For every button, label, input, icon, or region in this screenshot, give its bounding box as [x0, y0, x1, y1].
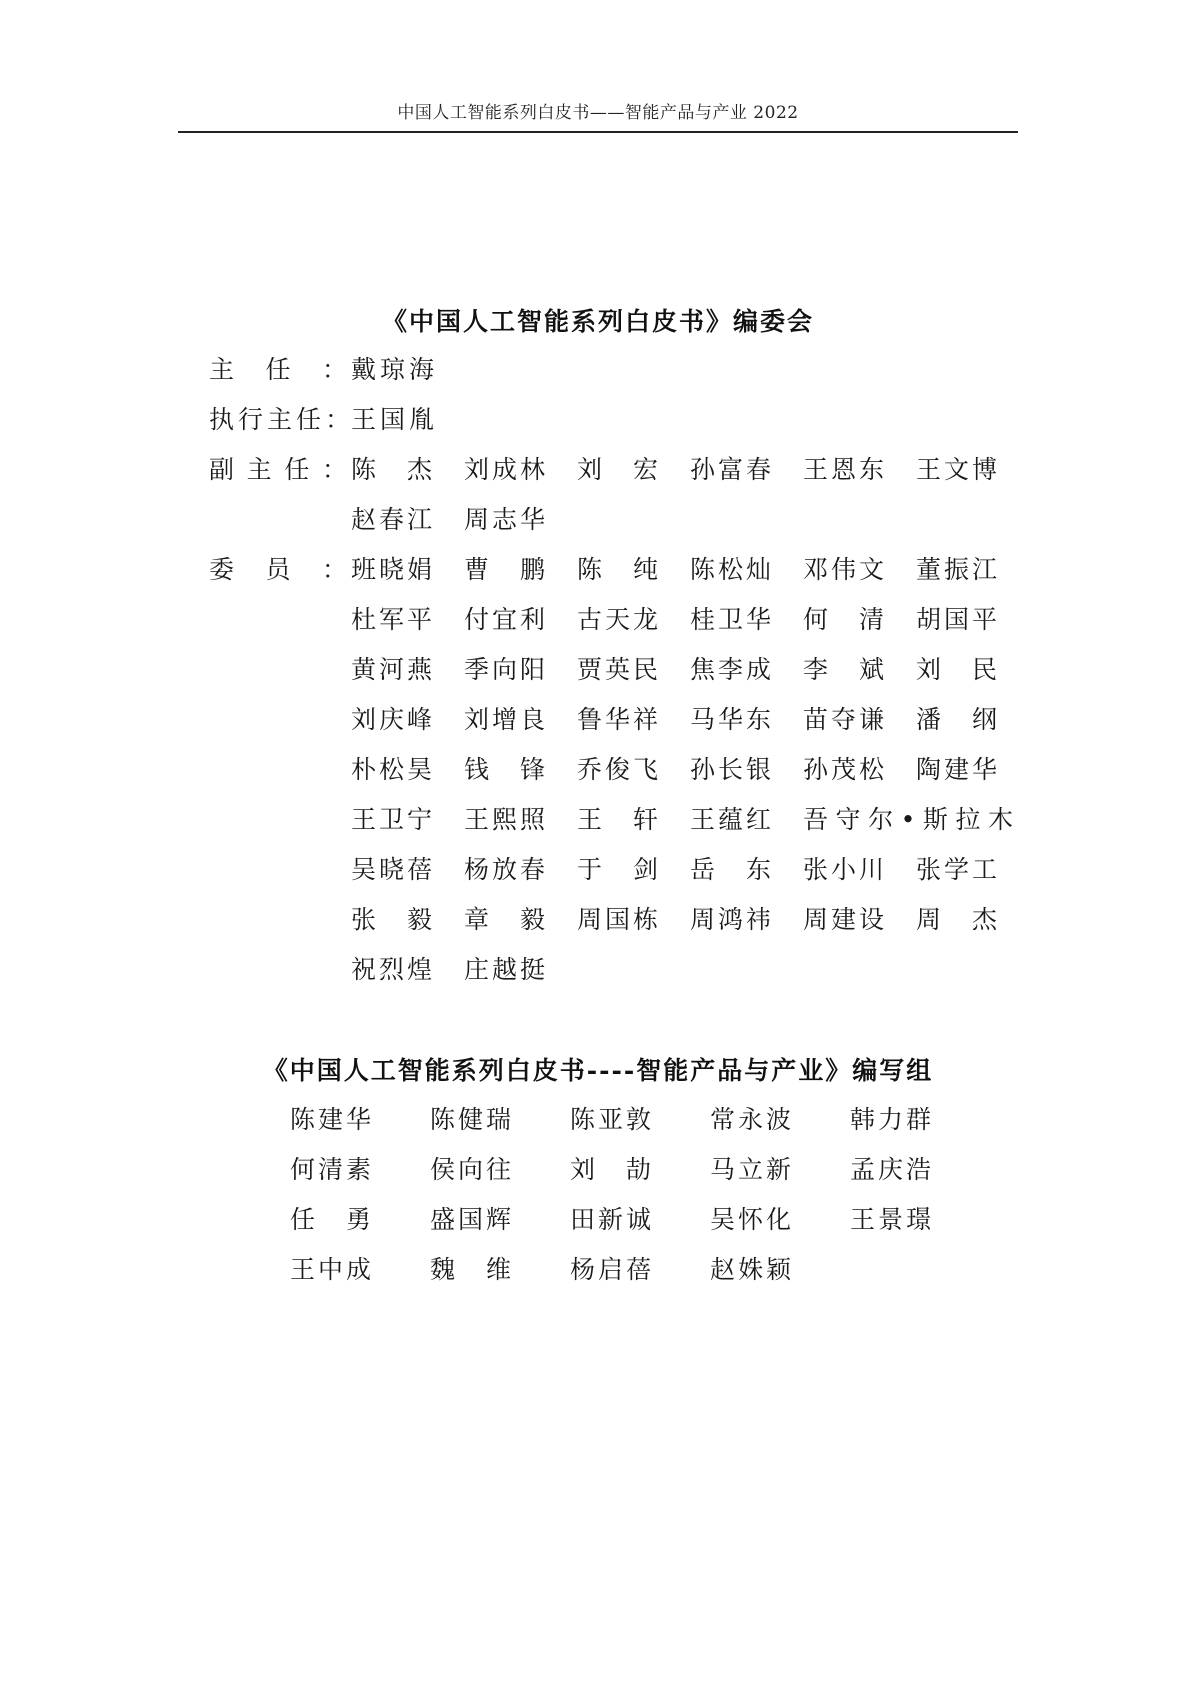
name-slot	[916, 450, 1029, 486]
person-name: 陈建华	[290, 1105, 371, 1134]
name-slot	[464, 850, 577, 886]
person-name: 陈健瑞	[430, 1105, 511, 1134]
name-slot	[577, 800, 690, 836]
name-slot	[351, 500, 464, 536]
person-name: 何清素	[290, 1155, 371, 1184]
name-slot	[916, 750, 1029, 786]
name-row	[351, 700, 1001, 750]
person-name: 岳东	[690, 855, 771, 884]
executive-director-label: 执 行 主 任 ：	[209, 405, 355, 434]
members-row	[209, 550, 351, 600]
person-name: 张毅	[351, 905, 432, 934]
name-slot	[464, 450, 577, 486]
name-slot	[916, 900, 1029, 936]
name-slot	[430, 1250, 570, 1286]
name-row	[351, 650, 1001, 700]
name-slot	[710, 1250, 850, 1286]
name-slot	[710, 1100, 850, 1136]
name-slot	[803, 650, 916, 686]
name-row	[290, 1100, 1010, 1150]
person-name: 杜军平	[351, 605, 432, 634]
person-name: 孟庆浩	[850, 1155, 931, 1184]
name-slot	[290, 1150, 430, 1186]
person-name: 王卫宁	[351, 805, 432, 834]
name-slot	[351, 750, 464, 786]
person-name: 田新诚	[570, 1205, 651, 1234]
name-slot	[916, 650, 1029, 686]
person-name: 胡国平	[916, 605, 997, 634]
person-name: 朴松昊	[351, 755, 432, 784]
person-name: 钱锋	[464, 755, 545, 784]
person-name: 王景璟	[850, 1205, 931, 1234]
person-name: 陈杰	[351, 455, 432, 484]
name-slot	[916, 850, 1029, 886]
executive-director-row	[209, 400, 438, 450]
person-name: 王轩	[577, 805, 658, 834]
person-name: 曹鹏	[464, 555, 545, 584]
name-slot	[430, 1150, 570, 1186]
person-name: 乔俊飞	[577, 755, 658, 784]
person-name: 杨放春	[464, 855, 545, 884]
person-name: 邓伟文	[803, 555, 884, 584]
name-row	[351, 900, 1001, 950]
name-slot	[690, 750, 803, 786]
name-row	[290, 1150, 1010, 1200]
person-name: 孙长银	[690, 755, 771, 784]
name-row	[351, 750, 1001, 800]
name-slot	[570, 1150, 710, 1186]
person-name: 黄河燕	[351, 655, 432, 684]
person-name: 何清	[803, 605, 884, 634]
running-header: 中国人工智能系列白皮书——智能产品与产业 2022	[397, 103, 799, 123]
person-name: 刘增良	[464, 705, 545, 734]
name-slot	[351, 650, 464, 686]
name-slot	[290, 1250, 430, 1286]
person-name: 周鸿祎	[690, 905, 771, 934]
person-name: 张小川	[803, 855, 884, 884]
name-slot	[803, 850, 916, 886]
name-slot	[690, 650, 803, 686]
person-name: 韩力群	[850, 1105, 931, 1134]
person-name: 于剑	[577, 855, 658, 884]
name-slot	[290, 1100, 430, 1136]
name-slot	[577, 550, 690, 586]
name-slot	[464, 800, 577, 836]
person-name: 刘民	[916, 655, 997, 684]
name-slot	[803, 900, 916, 936]
name-slot	[570, 1100, 710, 1136]
name-slot	[803, 450, 916, 486]
name-slot	[351, 600, 464, 636]
person-name: 张学工	[916, 855, 997, 884]
person-name: 王中成	[290, 1255, 371, 1284]
person-name: 刘劼	[570, 1155, 651, 1184]
name-slot	[690, 900, 803, 936]
name-row	[351, 550, 1001, 600]
person-name: 王文博	[916, 455, 997, 484]
name-slot	[464, 650, 577, 686]
name-row	[351, 500, 1001, 550]
director-row	[209, 350, 438, 400]
name-slot	[710, 1200, 850, 1236]
name-slot	[577, 900, 690, 936]
name-slot	[464, 600, 577, 636]
name-slot	[803, 700, 916, 736]
name-slot	[690, 550, 803, 586]
name-slot	[916, 700, 1029, 736]
name-slot	[710, 1150, 850, 1186]
name-slot	[850, 1100, 990, 1136]
director-label: 主 任 ：	[209, 355, 351, 384]
name-slot	[803, 750, 916, 786]
name-row	[351, 950, 1001, 1000]
name-slot	[916, 550, 1029, 586]
name-slot	[577, 650, 690, 686]
person-name: 陈纯	[577, 555, 658, 584]
name-slot	[690, 600, 803, 636]
person-name: 周建设	[803, 905, 884, 934]
person-name: 陈松灿	[690, 555, 771, 584]
person-name: 王蕴红	[690, 805, 771, 834]
name-row	[290, 1200, 1010, 1250]
person-name: 陶建华	[916, 755, 997, 784]
name-slot	[850, 1200, 990, 1236]
person-name: 任勇	[290, 1205, 371, 1234]
person-name: 侯向往	[430, 1155, 511, 1184]
name-slot	[464, 700, 577, 736]
name-slot	[570, 1250, 710, 1286]
name-slot	[803, 550, 916, 586]
name-slot	[803, 800, 1029, 836]
person-name: 桂卫华	[690, 605, 771, 634]
name-slot	[690, 700, 803, 736]
name-row	[351, 450, 1001, 500]
deputy-directors-row	[209, 450, 351, 500]
person-name: 吴怀化	[710, 1205, 791, 1234]
person-name: 董振江	[916, 555, 997, 584]
person-name: 季向阳	[464, 655, 545, 684]
director-name: 戴琼海	[351, 355, 439, 384]
person-name: 付宜利	[464, 605, 545, 634]
person-name: 李斌	[803, 655, 884, 684]
person-name: 潘纲	[916, 705, 997, 734]
person-name: 盛国辉	[430, 1205, 511, 1234]
name-slot	[570, 1200, 710, 1236]
person-name: 刘宏	[577, 455, 658, 484]
name-row	[351, 800, 1013, 850]
person-name: 苗夺谦	[803, 705, 884, 734]
person-name: 刘成林	[464, 455, 545, 484]
person-name: 魏维	[430, 1255, 511, 1284]
name-slot	[690, 850, 803, 886]
name-slot	[577, 700, 690, 736]
executive-director-name: 王国胤	[351, 405, 439, 434]
members-label: 委 员 ：	[209, 555, 351, 584]
name-slot	[577, 850, 690, 886]
person-name: 古天龙	[577, 605, 658, 634]
person-name: 庄越挺	[464, 955, 545, 984]
person-name: 孙富春	[690, 455, 771, 484]
person-name: 赵春江	[351, 505, 432, 534]
person-name: 章毅	[464, 905, 545, 934]
writing-group-title: 《中国人工智能系列白皮书----智能产品与产业》编写组	[262, 1056, 934, 1085]
name-slot	[464, 750, 577, 786]
name-slot	[916, 600, 1029, 636]
name-slot	[850, 1150, 990, 1186]
person-name: 贾英民	[577, 655, 658, 684]
name-slot	[690, 800, 803, 836]
name-slot	[351, 550, 464, 586]
person-name: 鲁华祥	[577, 705, 658, 734]
name-row	[351, 850, 1001, 900]
name-slot	[430, 1200, 570, 1236]
person-name: 周杰	[916, 905, 997, 934]
person-name: 刘庆峰	[351, 705, 432, 734]
person-name: 孙茂松	[803, 755, 884, 784]
members-list	[351, 550, 1013, 1000]
name-slot	[430, 1100, 570, 1136]
name-row	[290, 1250, 1010, 1300]
name-slot	[351, 850, 464, 886]
person-name: 马立新	[710, 1155, 791, 1184]
person-name: 焦李成	[690, 655, 771, 684]
person-name: 吾守尔•斯拉木	[803, 805, 1013, 834]
deputy-directors-label: 副 主 任 ：	[209, 455, 351, 484]
person-name: 杨启蓓	[570, 1255, 651, 1284]
person-name: 赵姝颖	[710, 1255, 791, 1284]
person-name: 吴晓蓓	[351, 855, 432, 884]
name-slot	[351, 800, 464, 836]
name-slot	[351, 700, 464, 736]
name-slot	[577, 600, 690, 636]
header-rule	[178, 131, 1018, 133]
name-slot	[290, 1200, 430, 1236]
name-slot	[690, 450, 803, 486]
person-name: 常永波	[710, 1105, 791, 1134]
name-slot	[464, 550, 577, 586]
person-name: 马华东	[690, 705, 771, 734]
name-slot	[577, 750, 690, 786]
committee-title: 《中国人工智能系列白皮书》编委会	[381, 307, 814, 336]
name-slot	[464, 950, 577, 986]
deputy-directors-list	[351, 450, 1001, 550]
name-slot	[577, 450, 690, 486]
person-name: 陈亚敦	[570, 1105, 651, 1134]
writing-group-list	[290, 1100, 1010, 1300]
name-slot	[464, 500, 577, 536]
person-name: 周国栋	[577, 905, 658, 934]
name-slot	[803, 600, 916, 636]
name-slot	[351, 450, 464, 486]
person-name: 王熙照	[464, 805, 545, 834]
person-name: 王恩东	[803, 455, 884, 484]
person-name: 班晓娟	[351, 555, 432, 584]
person-name: 周志华	[464, 505, 545, 534]
name-row	[351, 600, 1001, 650]
name-slot	[351, 900, 464, 936]
name-slot	[351, 950, 464, 986]
name-slot	[464, 900, 577, 936]
person-name: 祝烈煌	[351, 955, 432, 984]
